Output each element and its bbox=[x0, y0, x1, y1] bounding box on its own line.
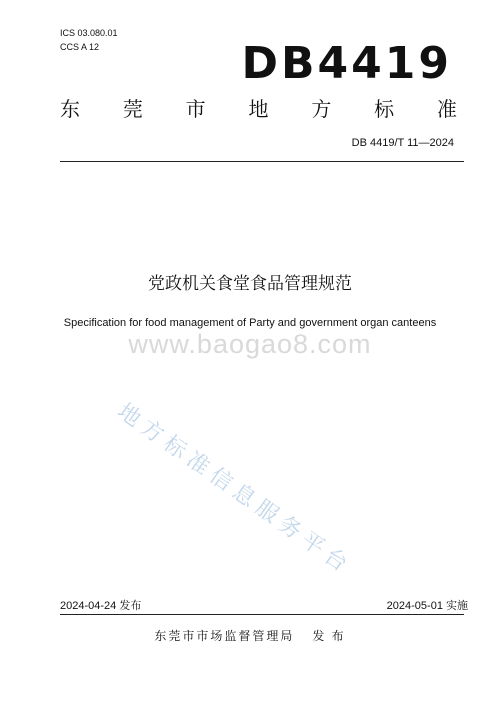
top-divider bbox=[60, 161, 464, 162]
issue-label: 发 布 bbox=[312, 629, 346, 643]
issuer-line bbox=[0, 627, 500, 645]
document-title-zh: 党政机关食堂食品管理规范 bbox=[148, 274, 352, 293]
standard-type-char: 标 bbox=[374, 99, 395, 121]
document-title-en: Specification for food management of Party and government organ canteens bbox=[63, 317, 437, 329]
standard-code: DB 4419/T 11—2024 bbox=[351, 137, 454, 149]
ccs-code: CCS A 12 bbox=[60, 42, 100, 52]
standard-type-char: 市 bbox=[185, 99, 206, 121]
standard-type-title bbox=[60, 97, 457, 123]
standard-type-char: 准 bbox=[436, 99, 457, 121]
classification-codes bbox=[60, 26, 118, 54]
publish-date: 2024-04-24 发布 bbox=[60, 600, 142, 612]
standard-type-char: 方 bbox=[311, 99, 332, 121]
ics-code: ICS 03.080.01 bbox=[60, 28, 118, 38]
watermark-stamp: 地方标准信息服务平台 bbox=[113, 398, 358, 580]
watermark-url: www.baogao8.com bbox=[128, 329, 372, 359]
standard-logo: DB4419 bbox=[241, 38, 452, 89]
standard-type-char: 莞 bbox=[122, 99, 143, 121]
standard-type-char: 地 bbox=[248, 99, 269, 121]
standard-type-char: 东 bbox=[60, 99, 80, 121]
implement-date: 2024-05-01 实施 bbox=[386, 600, 468, 612]
bottom-divider bbox=[60, 614, 464, 615]
issuer-name: 东莞市市场监督管理局 bbox=[154, 629, 295, 643]
